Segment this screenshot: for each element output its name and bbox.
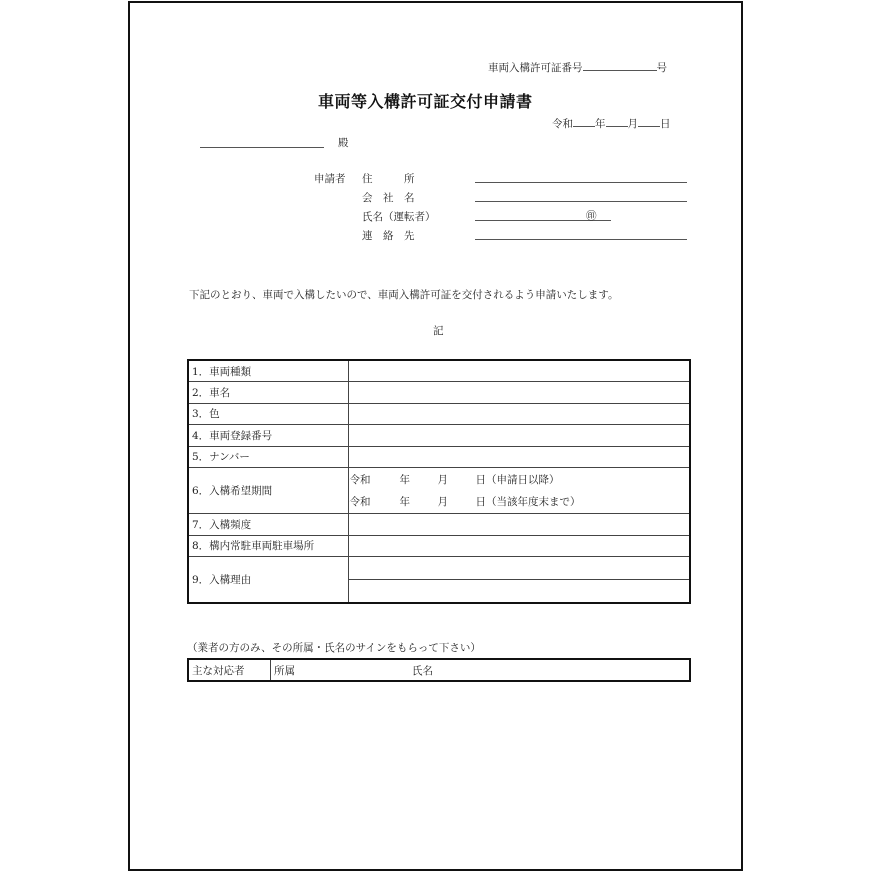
- contact-field[interactable]: [475, 239, 687, 240]
- address-field[interactable]: [475, 182, 687, 183]
- company-label: 会 社 名: [362, 192, 415, 204]
- vehicle-type-field[interactable]: [348, 360, 690, 382]
- request-statement: 下記のとおり、車両で入構したいので、車両入構許可証を交付されるよう申請いたします。: [189, 289, 619, 301]
- period-start-era: 令和: [349, 474, 371, 486]
- permit-number-suffix: 号: [656, 62, 667, 74]
- responder-name-label: 氏名: [412, 664, 433, 677]
- date-day-label: 日: [660, 118, 671, 130]
- table-row: [188, 446, 690, 468]
- period-end-era: 令和: [349, 496, 371, 508]
- address-label: 住 所: [362, 173, 415, 185]
- table-row: [188, 360, 690, 382]
- responder-field[interactable]: [271, 659, 691, 681]
- period-start-note: （申請日以降）: [486, 474, 560, 486]
- entry-reason-line-1[interactable]: [349, 557, 690, 580]
- period-end-line[interactable]: [350, 491, 690, 513]
- entry-period-field[interactable]: [348, 468, 690, 514]
- entry-frequency-field[interactable]: [348, 514, 690, 536]
- entry-reason-field[interactable]: [348, 557, 690, 604]
- company-field[interactable]: [475, 201, 687, 202]
- contact-label: 連 絡 先: [362, 230, 415, 242]
- form-title: 車両等入構許可証交付申請書: [318, 92, 533, 111]
- entry-reason-label: 9．入構理由: [188, 557, 348, 604]
- responder-table: [187, 658, 691, 682]
- period-start-line[interactable]: [350, 469, 690, 491]
- plate-number-field[interactable]: [348, 446, 690, 468]
- parking-location-field[interactable]: [348, 535, 690, 557]
- seal-mark: ㊞: [586, 210, 597, 222]
- vehicle-name-label: 2．車名: [188, 382, 348, 404]
- entry-reason-line-2[interactable]: [349, 580, 690, 602]
- vehicle-type-label: 1．車両種類: [188, 360, 348, 382]
- period-end-day: 日: [475, 496, 486, 508]
- color-field[interactable]: [348, 403, 690, 425]
- color-label: 3．色: [188, 403, 348, 425]
- date-year-field[interactable]: [573, 116, 595, 127]
- permit-number-label: 車両入構許可証番号: [488, 62, 583, 74]
- addressee-field[interactable]: [200, 147, 324, 148]
- permit-number-line: [488, 60, 667, 75]
- addressee-suffix: 殿: [338, 137, 349, 149]
- period-start-day: 日: [475, 474, 486, 486]
- period-end-month: 月: [437, 496, 448, 508]
- table-row: [188, 425, 690, 447]
- date-era: 令和: [552, 118, 573, 130]
- table-row: [188, 514, 690, 536]
- responder-label: 主な対応者: [188, 659, 271, 681]
- date-year-label: 年: [595, 118, 606, 130]
- vehicle-info-table: [187, 359, 691, 604]
- period-end-year: 年: [399, 496, 410, 508]
- date-month-label: 月: [627, 118, 638, 130]
- application-date-line: [552, 116, 671, 131]
- table-row: [188, 403, 690, 425]
- date-day-field[interactable]: [638, 116, 660, 127]
- table-row: [188, 535, 690, 557]
- table-row: [188, 382, 690, 404]
- driver-name-label: 氏名（運転者）: [362, 211, 436, 223]
- table-row: [188, 659, 690, 681]
- period-start-month: 月: [437, 474, 448, 486]
- application-form-page: [128, 1, 743, 871]
- permit-number-field[interactable]: [583, 60, 657, 71]
- period-start-year: 年: [399, 474, 410, 486]
- period-end-note: （当該年度末まで）: [486, 496, 581, 508]
- ki-heading: 記: [433, 325, 444, 337]
- registration-number-field[interactable]: [348, 425, 690, 447]
- registration-number-label: 4．車両登録番号: [188, 425, 348, 447]
- parking-location-label: 8．構内常駐車両駐車場所: [188, 535, 348, 557]
- date-month-field[interactable]: [606, 116, 628, 127]
- table-row: [188, 468, 690, 514]
- vehicle-name-field[interactable]: [348, 382, 690, 404]
- responder-dept-label: 所属: [274, 664, 295, 677]
- entry-frequency-label: 7．入構頻度: [188, 514, 348, 536]
- applicant-label: 申請者: [314, 173, 346, 185]
- entry-period-label: 6．入構希望期間: [188, 468, 348, 514]
- vendor-note: （業者の方のみ、その所属・氏名のサインをもらって下さい）: [187, 642, 481, 654]
- plate-number-label: 5．ナンバー: [188, 446, 348, 468]
- table-row: [188, 557, 690, 604]
